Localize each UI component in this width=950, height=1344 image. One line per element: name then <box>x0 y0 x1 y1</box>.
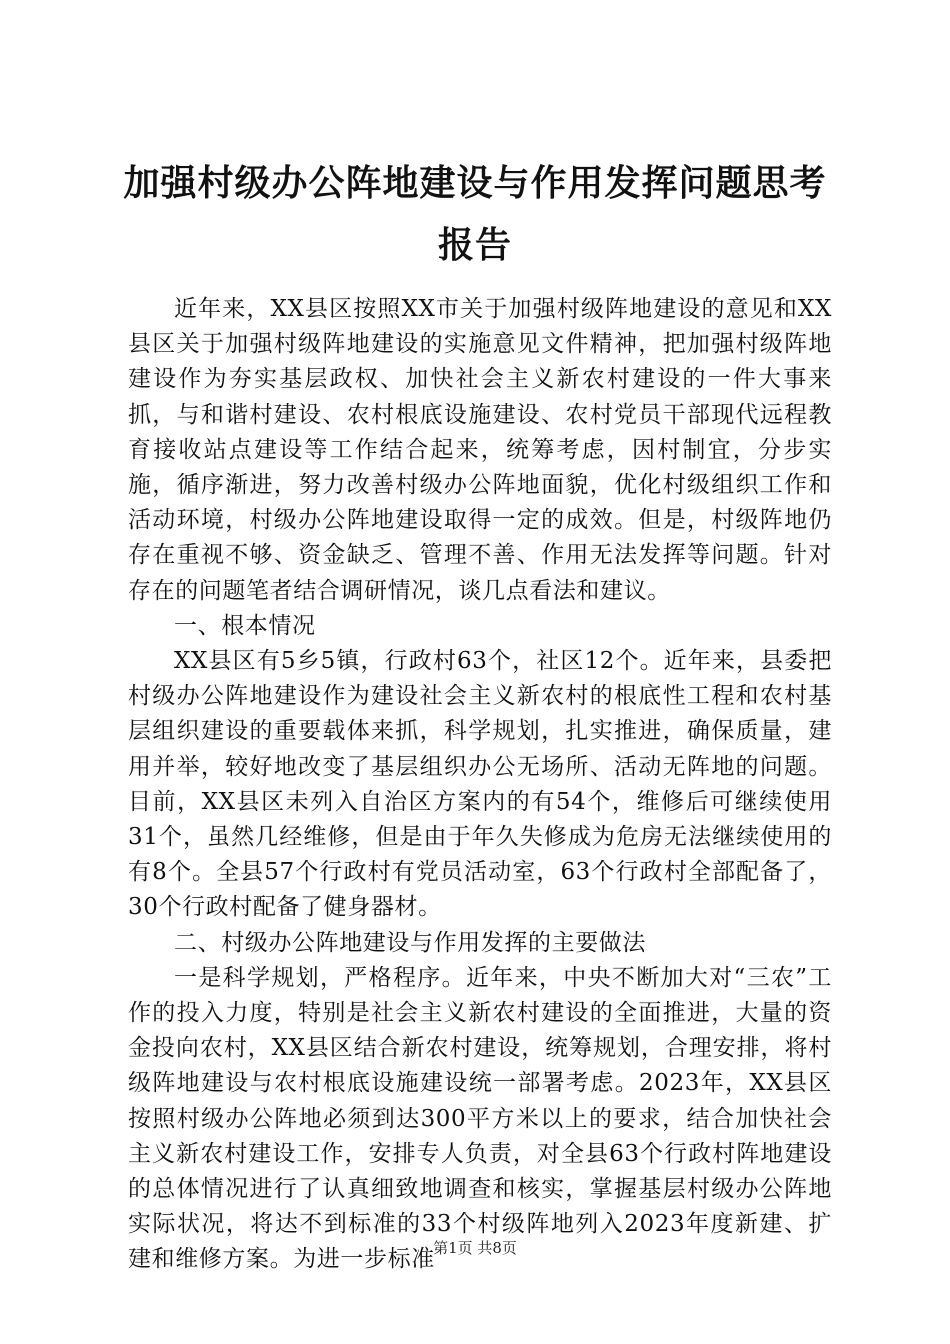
document-body <box>128 292 832 1278</box>
paragraph-main-practices: 一是科学规划，严格程序。近年来，中央不断加大对“三农”工作的投入力度，特别是社会主义新农村建设的全面推进，大量的资金投向农村，XX县区结合新农村建设，统筹规划，合理安排，将村级阵地建设与农村根底设施建设统一部署考虑。2023年，XX县区按照村级办公阵地必须到达300平方米以上的要求，结合加快社会主义新农村建设工作，安排专人负责，对全县63个行政村阵地建设的总体情况进行了认真细致地调查和核实，掌握基层村级办公阵地实际状况，将达不到标准的33个村级阵地列入2023年度新建、扩建和维修方案。为进一步标准 <box>128 964 832 1273</box>
section-heading-main-practices: 二、村级办公阵地建设与作用发挥的主要做法 <box>174 929 646 956</box>
document-title: 加强村级办公阵地建设与作用发挥问题思考报告 <box>123 162 827 266</box>
paragraph-intro: 近年来，XX县区按照XX市关于加强村级阵地建设的意见和XX县区关于加强村级阵地建设的实施意见文件精神，把加强村级阵地建设作为夯实基层政权、加快社会主义新农村建设的一件大事来抓，与和谐村建设、农村根底设施建设、农村党员干部现代远程教育接收站点建设等工作结合起来，统筹考虑，因村制宜，分步实施，循序渐进，努力改善村级办公阵地面貌，优化村级组织工作和活动环境，村级办公阵地建设取得一定的成效。但是，村级阵地仍存在重视不够、资金缺乏、管理不善、作用无法发挥等问题。针对存在的问题笔者结合调研情况，谈几点看法和建议。 <box>128 296 832 604</box>
paragraph-basic-situation: XX县区有5乡5镇，行政村63个，社区12个。近年来，县委把村级办公阵地建设作为建设社会主义新农村的根底性工程和农村基层组织建设的重要载体来抓，科学规划，扎实推进，确保质量，建用并举，较好地改变了基层组织办公无场所、活动无阵地的问题。目前，XX县区未列入自治区方案内的有54个，维修后可继续使用31个，虽然几经维修，但是由于年久失修成为危房无法继续使用的有8个。全县57个行政村有党员活动室，63个行政村全部配备了，30个行政村配备了健身器材。 <box>128 648 832 921</box>
section-heading-basic-situation: 一、根本情况 <box>174 612 316 639</box>
page-footer: 第1页 共8页 <box>433 1239 517 1257</box>
